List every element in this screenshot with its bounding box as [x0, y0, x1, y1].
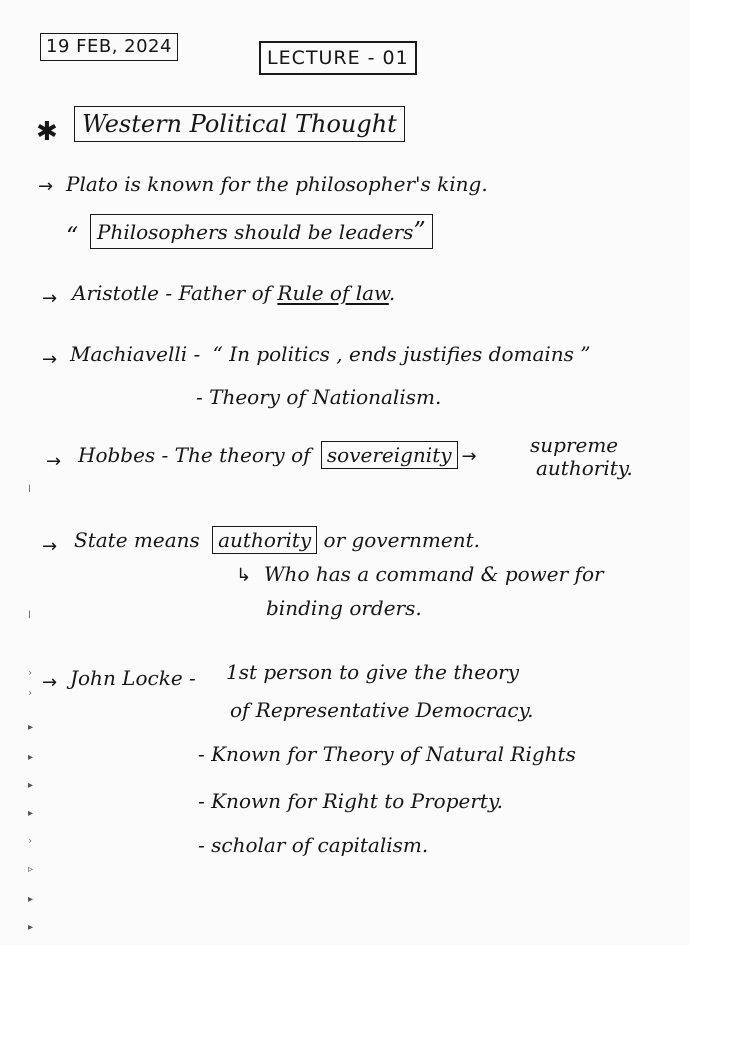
note-state	[74, 528, 480, 552]
hobbes-boxed-term: sovereignity	[321, 441, 458, 469]
machiavelli-sub: - Theory of Nationalism.	[196, 385, 442, 409]
plato-quote: Philosophers should be leaders	[97, 220, 414, 244]
locke-item2: - Known for Right to Property.	[198, 789, 503, 813]
arrow-icon: →	[42, 349, 58, 370]
state-suffix: or government.	[323, 528, 481, 552]
locke-item3: - scholar of capitalism.	[198, 833, 429, 857]
hobbes-result-line1: supreme	[530, 433, 619, 457]
plato-quote-box	[90, 214, 433, 249]
arrow-icon: →	[42, 536, 58, 557]
date-box: 19 FEB, 2024	[40, 33, 178, 61]
lecture-title-box: LECTURE - 01	[259, 41, 417, 75]
note-hobbes	[78, 443, 481, 469]
quote-close-mark: ”	[413, 217, 426, 245]
machiavelli-prefix: Machiavelli -	[70, 342, 201, 366]
arrow-icon: →	[46, 451, 62, 472]
locke-line2: of Representative Democracy.	[230, 698, 534, 722]
note-machiavelli	[70, 342, 591, 366]
section-title: Western Political Thought	[74, 106, 405, 142]
notebook-page: 19 FEB, 2024 LECTURE - 01 ✱ Western Political Thought → Plato is known for the philosopher's king. “ Philosophers should be leaders” → Aristotle - Father of Rule of law. → Machiavelli - “ In politics , ends justifies domains ” - Theory of Nationalism. → Hobbes - The theory of sovereignity → supreme authority. → State means authority or government. ↳ Who has a command & power for binding orders. → John Locke - 1st person to give the theory of Representative Democracy. - Known for Theory of Natural Rights - Known for Right to Property. - scholar of capitalism. ǀ ǀ › › ▸ ▸ ▸ ▸ › ▹ ▸ ▸	[0, 0, 690, 945]
arrow-icon: →	[461, 446, 477, 467]
aristotle-prefix: Aristotle - Father of	[72, 281, 272, 305]
note-aristotle	[72, 281, 395, 305]
note-plato: Plato is known for the philosopher's king.	[66, 172, 488, 196]
arrow-icon: →	[42, 288, 58, 309]
state-boxed-term: authority	[212, 526, 317, 554]
arrow-icon: →	[38, 176, 54, 197]
state-sub-line1: Who has a command & power for	[264, 562, 604, 586]
aristotle-suffix: .	[388, 281, 396, 305]
locke-item1: - Known for Theory of Natural Rights	[198, 742, 576, 766]
title-marker-icon: ✱	[36, 117, 58, 147]
arrow-icon: →	[42, 672, 58, 693]
hobbes-prefix: Hobbes - The theory of	[78, 443, 311, 467]
quote-open-mark: “	[66, 222, 79, 250]
state-prefix: State means	[74, 528, 200, 552]
hobbes-result-line2: authority.	[536, 456, 633, 480]
aristotle-emphasis: Rule of law	[277, 281, 389, 305]
sub-arrow-icon: ↳	[236, 565, 252, 586]
state-sub-line2: binding orders.	[266, 596, 422, 620]
locke-prefix: John Locke -	[70, 666, 196, 690]
locke-line1: 1st person to give the theory	[226, 660, 520, 684]
machiavelli-quote: “ In politics , ends justifies domains ”	[212, 342, 591, 366]
